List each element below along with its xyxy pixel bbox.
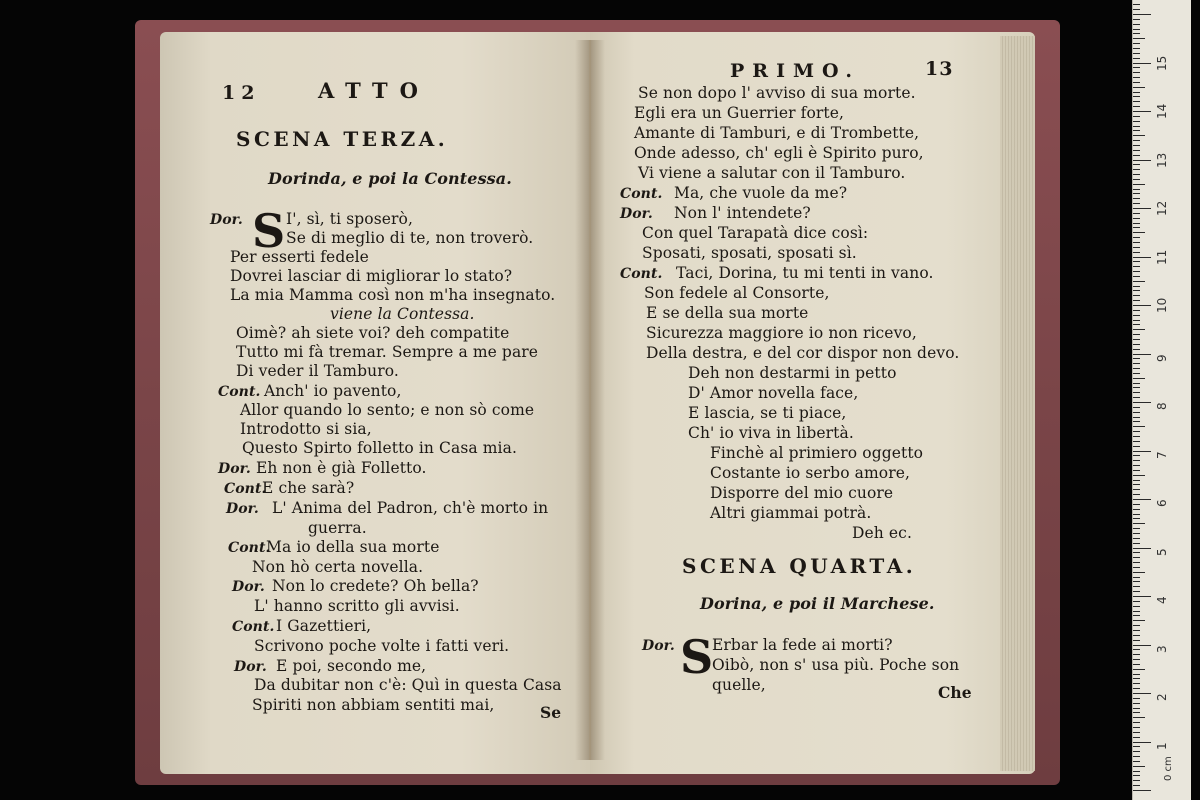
ruler-tick (1133, 38, 1145, 39)
verse-line: Da dubitar non c'è: Quì in questa Casa (254, 676, 562, 694)
ruler-tick (1133, 683, 1140, 684)
ruler-tick (1133, 708, 1140, 709)
verse-line: Scrivono poche volte i fatti veri. (254, 637, 510, 655)
ruler-tick (1133, 223, 1140, 224)
ruler-tick (1133, 368, 1140, 369)
ruler-tick (1133, 407, 1140, 408)
ruler-tick (1133, 470, 1140, 471)
ruler-tick (1133, 712, 1140, 713)
verse-line: Spiriti non abbiam sentiti mai, (252, 696, 495, 714)
ruler-tick (1133, 344, 1140, 345)
ruler-tick (1133, 543, 1140, 544)
ruler-number: 11 (1155, 249, 1169, 265)
verse-line: Finchè al primiero oggetto (710, 444, 924, 462)
scene-characters: Dorina, e poi il Marchese. (700, 594, 935, 613)
verse-line: Vi viene a salutar con il Tamburo. (638, 164, 906, 182)
ruler-tick (1133, 538, 1140, 539)
ruler-tick (1133, 14, 1151, 15)
verse-line: Non l' intendete? (674, 204, 811, 222)
ruler-tick (1133, 189, 1140, 190)
verse-line: L' hanno scritto gli avvisi. (254, 597, 460, 615)
verse-line: Se non dopo l' avviso di sua morte. (638, 84, 916, 102)
ruler-tick (1133, 300, 1140, 301)
ruler-tick (1133, 252, 1140, 253)
ruler-tick (1133, 218, 1140, 219)
ruler-tick (1133, 475, 1145, 476)
ruler-tick (1133, 523, 1145, 524)
verse-line: Egli era un Guerrier forte, (634, 104, 845, 122)
ruler-number: 4 (1155, 596, 1169, 604)
speaker-label: Dor. (218, 461, 251, 477)
ruler-tick (1133, 790, 1151, 791)
ruler-tick (1133, 465, 1140, 466)
ruler-number: 3 (1155, 644, 1169, 653)
verse-line: Non hò certa novella. (252, 558, 424, 576)
ruler-tick (1133, 688, 1140, 689)
ruler-tick (1133, 140, 1140, 141)
ruler-tick (1133, 635, 1140, 636)
ruler-tick (1133, 649, 1140, 650)
speaker-label: Cont. (228, 540, 271, 556)
ruler-tick (1133, 261, 1140, 262)
ruler-number: 2 (1155, 693, 1169, 701)
verse-line: I Gazettieri, (276, 617, 372, 635)
ruler-number: 15 (1155, 55, 1169, 71)
verse-line: L' Anima del Padron, ch'è morto in (272, 499, 549, 517)
verse-line: guerra. (308, 519, 367, 537)
ruler-tick (1133, 193, 1140, 194)
ruler-tick (1133, 678, 1140, 679)
ruler-tick (1133, 257, 1151, 258)
ruler-tick (1133, 116, 1140, 117)
verse-line: La mia Mamma così non m'ha insegnato. (230, 286, 556, 304)
running-head: ATTO (318, 78, 430, 103)
verse-line: Oimè? ah siete voi? deh compatite (236, 324, 510, 342)
drop-cap: S (680, 630, 714, 684)
ruler-tick (1133, 557, 1140, 558)
ruler-tick (1133, 402, 1151, 403)
ruler-tick (1133, 126, 1140, 127)
ruler-tick (1133, 742, 1151, 743)
ruler-tick (1133, 179, 1140, 180)
verse-line: E poi, secondo me, (276, 657, 427, 675)
ruler-tick (1133, 518, 1140, 519)
verse-line: Oibò, non s' usa più. Poche son (712, 656, 960, 674)
ruler-tick (1133, 640, 1140, 641)
ruler-tick (1133, 484, 1140, 485)
ruler-tick (1133, 591, 1140, 592)
ruler-tick (1133, 504, 1140, 505)
ruler-tick (1133, 780, 1140, 781)
ruler-tick (1133, 441, 1140, 442)
verse-line: Allor quando lo sento; e non sò come (240, 401, 535, 419)
ruler-tick (1133, 645, 1151, 646)
ruler-tick (1133, 581, 1140, 582)
speaker-label: Cont. (620, 186, 663, 202)
measuring-ruler (1132, 0, 1191, 800)
ruler-tick (1133, 572, 1145, 573)
speaker-label: Dor. (620, 206, 653, 222)
ruler-tick (1133, 451, 1151, 452)
ruler-tick (1133, 775, 1140, 776)
speaker-label: Dor. (642, 638, 675, 654)
verse-line: Son fedele al Consorte, (644, 284, 830, 302)
ruler-tick (1133, 77, 1140, 78)
speaker-label: Cont. (620, 266, 663, 282)
verse-line: E se della sua morte (646, 304, 809, 322)
ruler-tick (1133, 155, 1140, 156)
verse-line: E lascia, se ti piace, (688, 404, 847, 422)
ruler-tick (1133, 732, 1140, 733)
ruler-tick (1133, 722, 1140, 723)
ruler-number: 9 (1155, 353, 1169, 362)
verse-line: Di veder il Tamburo. (236, 362, 399, 380)
ruler-number: 6 (1155, 499, 1169, 507)
ruler-tick (1133, 761, 1140, 762)
running-head: PRIMO. (730, 60, 861, 82)
ruler-tick (1133, 63, 1151, 64)
verse-line: Dovrei lasciar di migliorar lo stato? (230, 267, 513, 285)
ruler-tick (1133, 339, 1140, 340)
book-gutter (575, 40, 605, 760)
verse-line: I', sì, ti sposerò, (286, 210, 414, 228)
ruler-tick (1133, 349, 1140, 350)
ruler-tick (1133, 208, 1151, 209)
verse-line: Ch' io viva in libertà. (688, 424, 854, 442)
ruler-tick (1133, 232, 1145, 233)
ruler-tick (1133, 421, 1140, 422)
ruler-tick (1133, 577, 1140, 578)
speaker-label: Cont. (224, 481, 267, 497)
ruler-tick (1133, 431, 1140, 432)
ruler-tick (1133, 703, 1140, 704)
right-page (590, 32, 1035, 774)
ruler-tick (1133, 130, 1140, 131)
speaker-label: Dor. (210, 212, 243, 228)
ruler-tick (1133, 203, 1140, 204)
verse-line: quelle, (712, 676, 766, 694)
ruler-tick (1133, 295, 1140, 296)
verse-line: Taci, Dorina, tu mi tenti in vano. (676, 264, 934, 282)
ruler-tick (1133, 514, 1140, 515)
ruler-tick (1133, 329, 1145, 330)
ruler-tick (1133, 737, 1140, 738)
ruler-tick (1133, 9, 1140, 10)
ruler-tick (1133, 499, 1151, 500)
verse-line: Con quel Tarapatà dice così: (642, 224, 869, 242)
ruler-tick (1133, 72, 1140, 73)
page-edges (1000, 36, 1035, 771)
ruler-number: 5 (1155, 547, 1169, 556)
ruler-tick (1133, 601, 1140, 602)
ruler-tick (1133, 674, 1140, 675)
ruler-tick (1133, 19, 1140, 20)
ruler-tick (1133, 397, 1140, 398)
verse-line: viene la Contessa. (330, 305, 475, 323)
page-number: 12 (222, 82, 261, 104)
ruler-tick (1133, 567, 1140, 568)
ruler-tick (1133, 96, 1140, 97)
ruler-tick (1133, 630, 1140, 631)
ruler-tick (1133, 659, 1140, 660)
ruler-tick (1133, 48, 1140, 49)
verse-line: E che sarà? (262, 479, 355, 497)
ruler-tick (1133, 746, 1140, 747)
ruler-tick (1133, 315, 1140, 316)
ruler-number: 14 (1155, 103, 1169, 119)
verse-line: Non lo credete? Oh bella? (272, 577, 479, 595)
ruler-tick (1133, 29, 1140, 30)
verse-line: Ma, che vuole da me? (674, 184, 848, 202)
ruler-tick (1133, 33, 1140, 34)
ruler-tick (1133, 562, 1140, 563)
ruler-tick (1133, 611, 1140, 612)
ruler-tick (1133, 489, 1140, 490)
ruler-tick (1133, 184, 1145, 185)
ruler-tick (1133, 363, 1140, 364)
speaker-label: Dor. (234, 659, 267, 675)
ruler-number: 13 (1155, 152, 1169, 168)
left-page (160, 32, 590, 774)
ruler-tick (1133, 310, 1140, 311)
verse-line: Sposati, sposati, sposati sì. (642, 244, 857, 262)
verse-line: D' Amor novella face, (688, 384, 859, 402)
ruler-tick (1133, 625, 1140, 626)
speaker-label: Cont. (218, 384, 261, 400)
page-number: 13 (925, 58, 954, 80)
verse-line: Per esserti fedele (230, 248, 369, 266)
ruler-tick (1133, 756, 1140, 757)
ruler-tick (1133, 164, 1140, 165)
ruler-tick (1133, 446, 1140, 447)
drop-cap: S (252, 204, 286, 258)
ruler-tick (1133, 106, 1140, 107)
ruler-tick (1133, 121, 1140, 122)
verse-line: Tutto mi fà tremar. Sempre a me pare (236, 343, 539, 361)
verse-line: Amante di Tamburi, e di Trombette, (634, 124, 920, 142)
verse-line: Deh ec. (852, 524, 912, 542)
ruler-tick (1133, 160, 1151, 161)
ruler-tick (1133, 334, 1140, 335)
verse-line: Erbar la fede ai morti? (712, 636, 893, 654)
ruler-tick (1133, 169, 1140, 170)
ruler-tick (1133, 460, 1140, 461)
verse-line: Anch' io pavento, (264, 382, 402, 400)
ruler-tick (1133, 383, 1140, 384)
ruler-tick (1133, 198, 1140, 199)
ruler-tick (1133, 533, 1140, 534)
ruler-number: 10 (1155, 297, 1169, 313)
verse-line: Eh non è già Folletto. (256, 459, 427, 477)
ruler-tick (1133, 101, 1140, 102)
ruler-tick (1133, 771, 1140, 772)
ruler-tick (1133, 92, 1140, 93)
ruler-tick (1133, 24, 1140, 25)
ruler-tick (1133, 717, 1145, 718)
ruler-tick (1133, 412, 1140, 413)
ruler-tick (1133, 320, 1140, 321)
ruler-tick (1133, 227, 1140, 228)
ruler-tick (1133, 426, 1145, 427)
speaker-label: Dor. (232, 579, 265, 595)
ruler-tick (1133, 82, 1140, 83)
ruler-tick (1133, 606, 1140, 607)
ruler-tick (1133, 548, 1151, 549)
verse-line: Costante io serbo amore, (710, 464, 911, 482)
ruler-tick (1133, 242, 1140, 243)
verse-line: Deh non destarmi in petto (688, 364, 897, 382)
scene-characters: Dorinda, e poi la Contessa. (268, 169, 512, 188)
verse-line: Sicurezza maggiore io non ricevo, (646, 324, 917, 342)
ruler-tick (1133, 43, 1140, 44)
verse-line: Altri giammai potrà. (710, 504, 872, 522)
ruler-tick (1133, 785, 1140, 786)
ruler-tick (1133, 596, 1151, 597)
verse-line: Se di meglio di te, non troverò. (286, 229, 534, 247)
ruler-tick (1133, 150, 1140, 151)
ruler-number: 8 (1155, 402, 1169, 410)
ruler-tick (1133, 145, 1140, 146)
verse-line: Onde adesso, ch' egli è Spirito puro, (634, 144, 924, 162)
ruler-number: 1 (1155, 741, 1169, 750)
ruler-tick (1133, 392, 1140, 393)
ruler-tick (1133, 494, 1140, 495)
ruler-tick (1133, 266, 1140, 267)
ruler-tick (1133, 480, 1140, 481)
verse-line: Ma io della sua morte (266, 538, 440, 556)
ruler-number: 7 (1155, 450, 1169, 459)
ruler-tick (1133, 586, 1140, 587)
speaker-label: Cont. (232, 619, 275, 635)
ruler-tick (1133, 654, 1140, 655)
ruler-tick (1133, 387, 1140, 388)
verse-line: Della destra, e del cor dispor non devo. (646, 344, 960, 362)
ruler-tick (1133, 615, 1140, 616)
ruler-tick (1133, 509, 1140, 510)
ruler-tick (1133, 417, 1140, 418)
ruler-tick (1133, 620, 1145, 621)
verse-line: Questo Spirto folletto in Casa mia. (242, 439, 517, 457)
ruler-tick (1133, 87, 1145, 88)
ruler-tick (1133, 669, 1145, 670)
ruler-tick (1133, 693, 1151, 694)
ruler-tick (1133, 751, 1140, 752)
ruler-tick (1133, 727, 1140, 728)
ruler-tick (1133, 528, 1140, 529)
ruler-tick (1133, 305, 1151, 306)
ruler-unit-label: 0 cm (1163, 756, 1174, 781)
ruler-tick (1133, 286, 1140, 287)
ruler-tick (1133, 276, 1140, 277)
ruler-tick (1133, 290, 1140, 291)
ruler-tick (1133, 378, 1145, 379)
ruler-tick (1133, 174, 1140, 175)
catchword: Se (540, 703, 562, 722)
ruler-tick (1133, 4, 1140, 5)
verse-line: Introdotto si sia, (240, 420, 372, 438)
ruler-tick (1133, 213, 1140, 214)
ruler-tick (1133, 664, 1140, 665)
ruler-tick (1133, 358, 1140, 359)
ruler-tick (1133, 53, 1140, 54)
ruler-tick (1133, 58, 1140, 59)
scene-title: SCENA TERZA. (236, 127, 449, 151)
ruler-tick (1133, 135, 1145, 136)
ruler-tick (1133, 436, 1140, 437)
ruler-tick (1133, 111, 1151, 112)
verse-line: Disporre del mio cuore (710, 484, 894, 502)
ruler-tick (1133, 354, 1151, 355)
ruler-number: 12 (1155, 200, 1169, 216)
ruler-tick (1133, 552, 1140, 553)
scene-title: SCENA QUARTA. (682, 554, 917, 578)
ruler-tick (1133, 237, 1140, 238)
speaker-label: Dor. (226, 501, 259, 517)
ruler-tick (1133, 698, 1140, 699)
ruler-tick (1133, 271, 1140, 272)
ruler-tick (1133, 324, 1140, 325)
ruler-tick (1133, 67, 1140, 68)
ruler-tick (1133, 281, 1145, 282)
ruler-tick (1133, 455, 1140, 456)
ruler-tick (1133, 766, 1145, 767)
ruler-tick (1133, 373, 1140, 374)
catchword: Che (938, 683, 972, 702)
ruler-tick (1133, 247, 1140, 248)
